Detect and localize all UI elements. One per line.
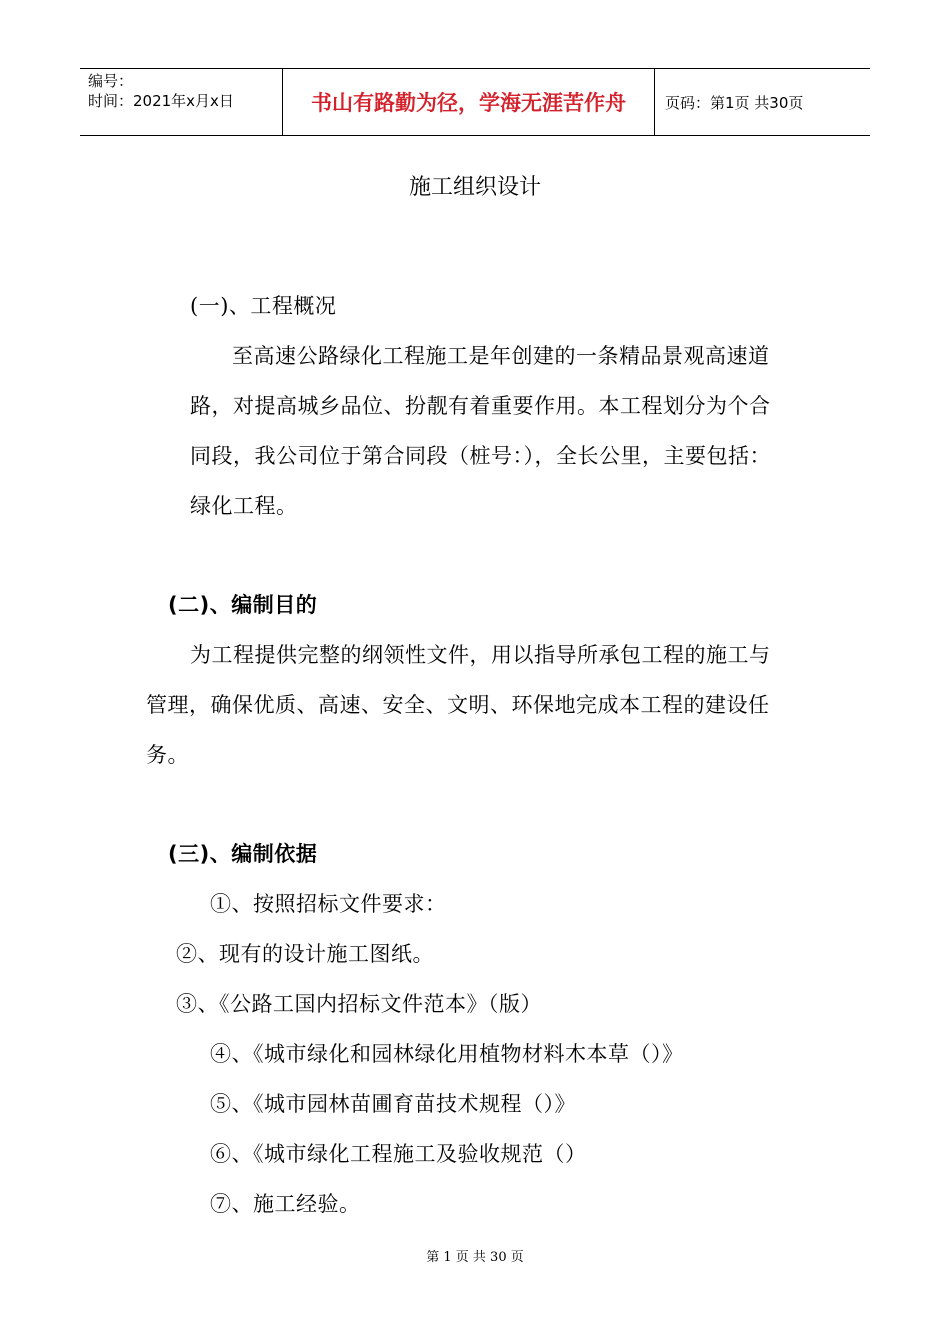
basis-item: ①、按照招标文件要求： (210, 892, 447, 916)
section-1-line: 同段，我公司位于第合同段（桩号：），全长公里，主要包括： (190, 444, 771, 468)
document-title: 施工组织设计 (408, 175, 541, 200)
page-footer: 第 1 页 共 30 页 (426, 1250, 524, 1265)
header-meta (80, 69, 282, 135)
section-1-line: 路，对提高城乡品位、扮靓有着重要作用。本工程划分为个合 (190, 394, 771, 418)
section-2-heading: (二)、编制目的 (168, 593, 318, 617)
header-page-info: 页码：第1页 共30页 (665, 93, 804, 112)
section-1-line: 至高速公路绿化工程施工是年创建的一条精品景观高速道 (232, 344, 770, 368)
basis-item: ⑥、《城市绿化工程施工及验收规范（） (210, 1142, 587, 1166)
time-label: 时间：2021年x月x日 (88, 92, 234, 110)
section-1-line: 绿化工程。 (190, 494, 298, 518)
basis-item: ⑦、施工经验。 (210, 1192, 361, 1216)
section-2-line: 务。 (146, 743, 189, 767)
number-label: 编号： (88, 72, 134, 90)
basis-item: ⑤、《城市园林苗圃育苗技术规程（）》 (210, 1092, 576, 1116)
document-header (80, 68, 870, 136)
section-2-line: 管理，确保优质、高速、安全、文明、环保地完成本工程的建设任 (146, 693, 770, 717)
section-1-heading: (一)、工程概况 (190, 294, 337, 318)
basis-item: ②、现有的设计施工图纸。 (176, 942, 434, 966)
header-motto: 书山有路勤为径，学海无涯苦作舟 (282, 69, 655, 135)
basis-item: ④、《城市绿化和园林绿化用植物材料木本草（）》 (210, 1042, 684, 1066)
section-3-heading: (三)、编制依据 (168, 842, 318, 866)
section-2-line: 为工程提供完整的纲领性文件，用以指导所承包工程的施工与 (190, 643, 771, 667)
basis-item: ③、《公路工国内招标文件范本》（版） (176, 992, 542, 1016)
